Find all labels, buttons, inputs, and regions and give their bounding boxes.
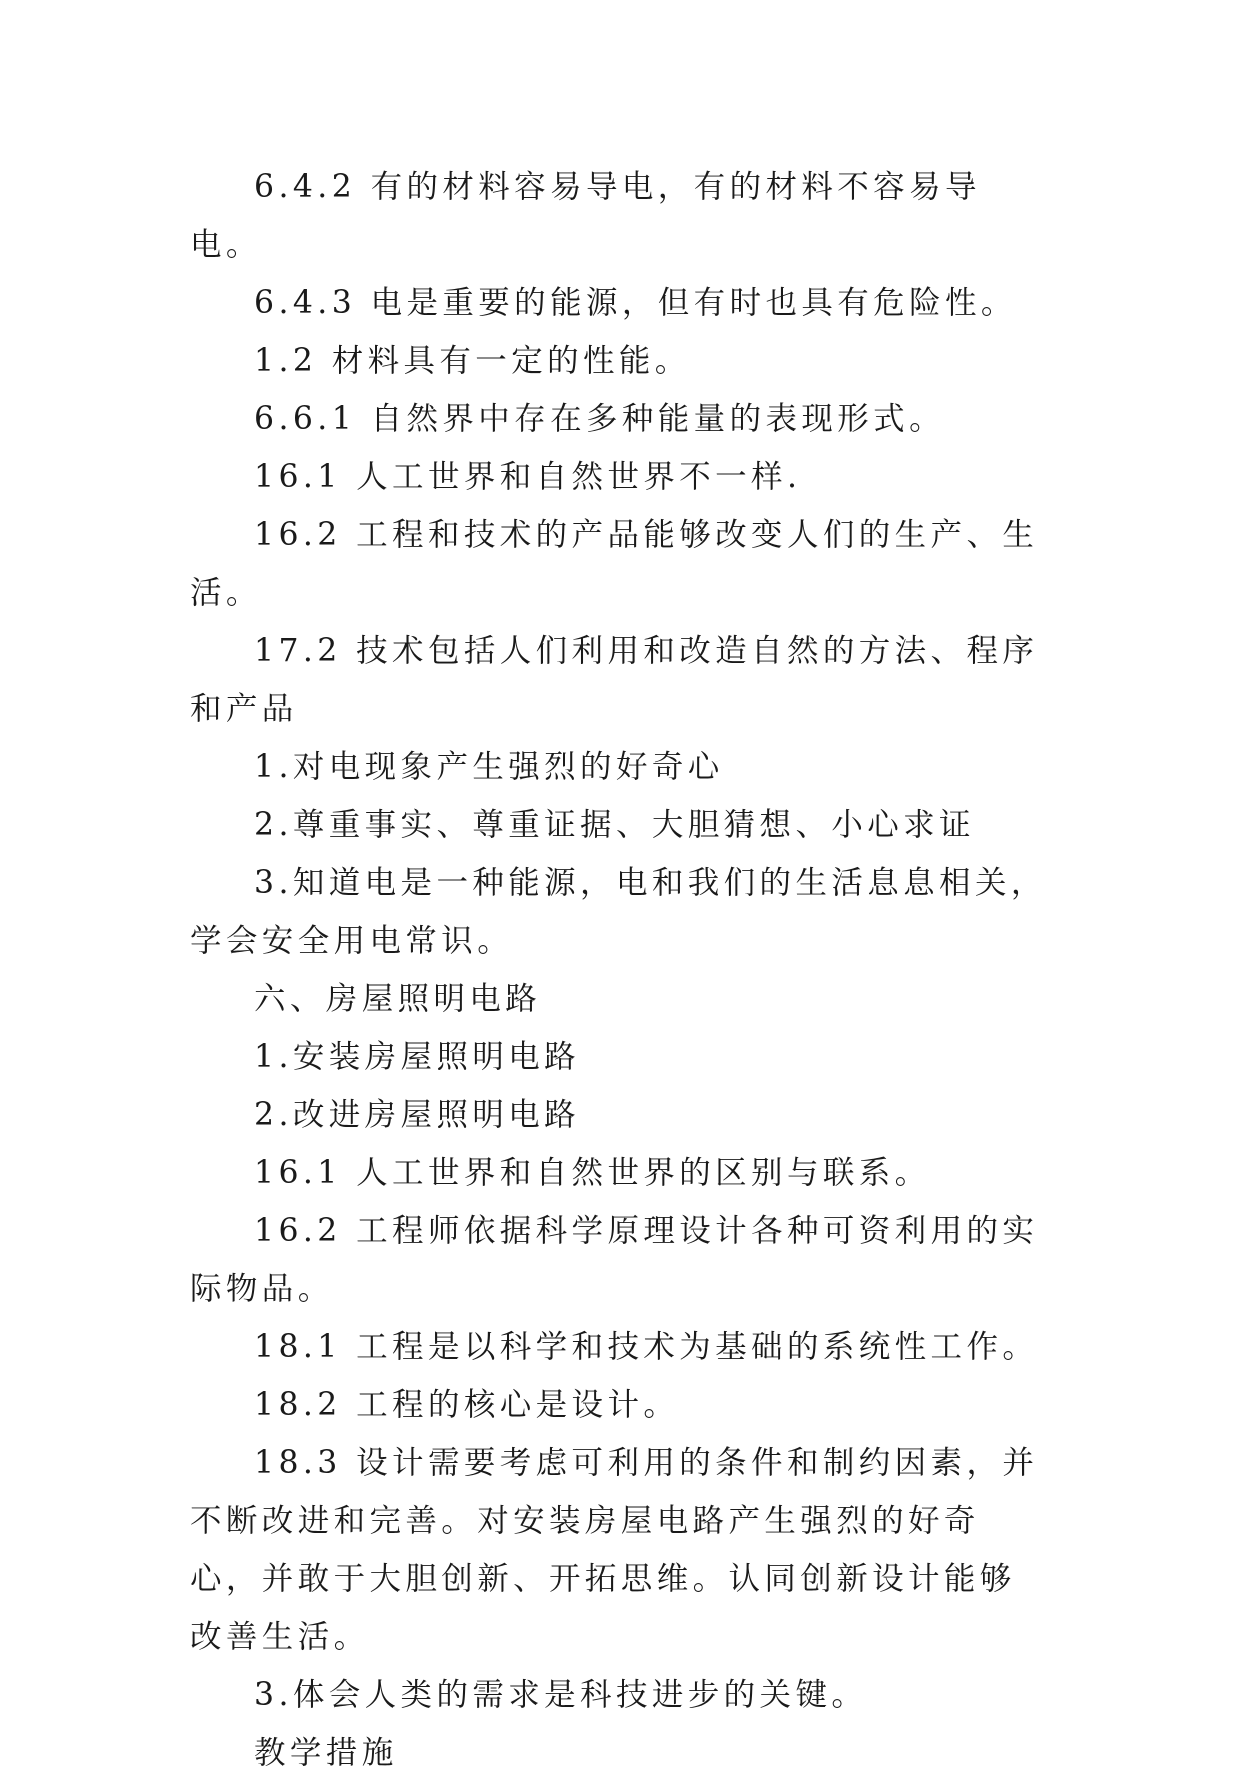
- paragraph: 2.改进房屋照明电路: [254, 1097, 581, 1133]
- paragraph: 16.1 人工世界和自然世界的区别与联系。: [254, 1155, 931, 1191]
- paragraph: 6.6.1 自然界中存在多种能量的表现形式。: [254, 401, 945, 437]
- paragraph: 1.2 材料具有一定的性能。: [254, 343, 691, 379]
- section-heading: 六、房屋照明电路: [254, 981, 542, 1017]
- paragraph: 1.对电现象产生强烈的好奇心: [254, 749, 724, 785]
- paragraph: 3.体会人类的需求是科技进步的关键。: [254, 1677, 868, 1713]
- paragraph: 16.1 人工世界和自然世界不一样.: [254, 459, 802, 495]
- paragraph: 16.2 工程师依据科学原理设计各种可资利用的实际物品。: [190, 1213, 1039, 1307]
- paragraph: 1.安装房屋照明电路: [254, 1039, 581, 1075]
- paragraph: 17.2 技术包括人们利用和改造自然的方法、程序和产品: [190, 633, 1039, 727]
- paragraph: 6.4.2 有的材料容易导电，有的材料不容易导电。: [190, 169, 981, 263]
- paragraph: 6.4.3 电是重要的能源，但有时也具有危险性。: [254, 285, 1017, 321]
- paragraph: 18.2 工程的核心是设计。: [254, 1387, 680, 1423]
- section-heading: 教学措施: [254, 1735, 398, 1771]
- paragraph: 2.尊重事实、尊重证据、大胆猜想、小心求证: [254, 807, 975, 843]
- paragraph: 18.3 设计需要考虑可利用的条件和制约因素，并不断改进和完善。对安装房屋电路产生强烈的好奇心，并敢于大胆创新、开拓思维。认同创新设计能够改善生活。: [190, 1445, 1039, 1655]
- paragraph: 16.2 工程和技术的产品能够改变人们的生产、生活。: [190, 517, 1039, 611]
- document-body: [190, 158, 1050, 1782]
- paragraph: 3.知道电是一种能源，电和我们的生活息息相关，学会安全用电常识。: [190, 865, 1047, 959]
- paragraph: 18.1 工程是以科学和技术为基础的系统性工作。: [254, 1329, 1039, 1365]
